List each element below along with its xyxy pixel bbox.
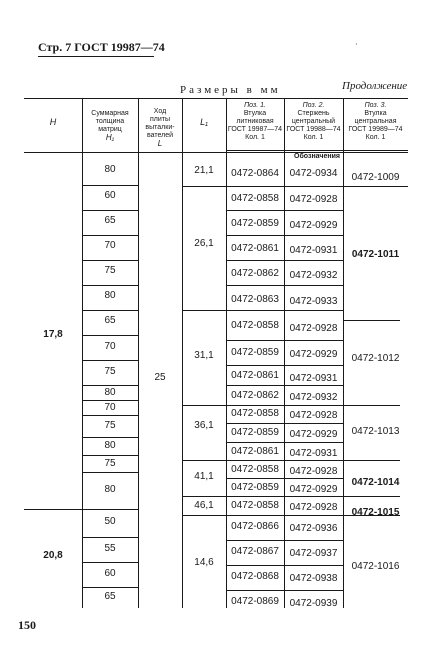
mark-dot: · (355, 40, 358, 49)
table-cell: 0472-0929 (289, 220, 338, 231)
table-cell: 65 (104, 591, 116, 602)
table-cell: 0472-1016 (351, 561, 400, 572)
table-cell: 50 (104, 516, 116, 527)
table-cell: 80 (104, 164, 116, 175)
table-cell: 0472-0934 (289, 168, 338, 179)
table-cell: 0472-0928 (289, 323, 338, 334)
table-cell: 0472-0861 (231, 243, 279, 254)
table-cell: 75 (104, 458, 116, 469)
table-cell: 0472-0928 (289, 194, 338, 205)
table-cell: 0472-0859 (231, 427, 279, 438)
dimensions-title: Размеры в мм (180, 84, 281, 96)
table-cell: 0472-0858 (231, 464, 279, 475)
table-cell: 0472-0931 (289, 245, 338, 256)
col-l1-header: L₁ (200, 117, 208, 127)
table-cell: 0472-0938 (289, 573, 338, 584)
table-cell: 55 (104, 543, 116, 554)
table-cell: 0472-0864 (231, 168, 279, 179)
table-cell: 65 (104, 215, 116, 226)
table-cell: 0472-0932 (289, 392, 338, 403)
table-cell: 80 (104, 484, 116, 495)
table-cell: 0472-0862 (231, 268, 279, 279)
header-underline (38, 56, 154, 57)
table-cell: 75 (104, 366, 116, 377)
table-cell: 0472-0939 (289, 598, 338, 609)
table-cell: 60 (104, 190, 116, 201)
table-cell: 0472-0928 (289, 466, 338, 477)
table-cell: 0472-1009 (351, 172, 400, 183)
table-cell: 70 (104, 240, 116, 251)
table-cell: 41,1 (194, 471, 214, 482)
designations-header: Обозначения (294, 153, 340, 160)
continuation-label: Продолжение (342, 80, 408, 92)
table-cell: 80 (104, 387, 116, 398)
table-cell: 0472-0861 (231, 370, 279, 381)
table-cell: 75 (104, 420, 116, 431)
table-cell: 0472-0861 (231, 446, 279, 457)
table-cell: 0472-0866 (231, 521, 279, 532)
table-cell: 0472-0859 (231, 218, 279, 229)
table-cell: 60 (104, 568, 116, 579)
table-cell: 14,6 (194, 557, 214, 568)
table-cell: 0472-0928 (289, 410, 338, 421)
table-cell: 0472-0858 (231, 500, 279, 511)
table-cell: 0472-1011 (351, 249, 400, 260)
table-cell: 75 (104, 265, 116, 276)
page-number: 150 (18, 618, 36, 632)
table-cell: 80 (104, 290, 116, 301)
table-cell: 0472-0936 (289, 523, 338, 534)
table-cell: 0472-0867 (231, 546, 279, 557)
table-cell: 31,1 (194, 350, 214, 361)
table-cell: 0472-0862 (231, 390, 279, 401)
table-cell: 0472-0929 (289, 429, 338, 440)
table-cell: 36,1 (194, 420, 214, 431)
table-cell: 0472-0863 (231, 294, 279, 305)
table-cell: 0472-0937 (289, 548, 338, 559)
table-cell: 0472-0931 (289, 448, 338, 459)
table-cell: 0472-0929 (289, 349, 338, 360)
table-cell: 0472-0858 (231, 408, 279, 419)
table-cell: 0472-1014 (351, 477, 400, 488)
table-cell: 0472-1013 (351, 426, 400, 437)
table-cell: 0472-0931 (289, 373, 338, 384)
table-cell: 0472-0869 (231, 596, 279, 607)
table-cell: 0472-0932 (289, 270, 338, 281)
table-cell: 0472-0928 (289, 502, 338, 513)
table-cell: 0472-1012 (351, 353, 400, 364)
table-cell: 0472-0858 (231, 193, 279, 204)
page-header: Стр. 7 ГОСТ 19987—74 (38, 40, 165, 54)
table-cell: 70 (104, 402, 116, 413)
table-cell: 0472-0868 (231, 571, 279, 582)
table-cell: 26,1 (194, 238, 214, 249)
col-h-header: Н (49, 117, 57, 127)
h-value-1: 17,8 (43, 329, 63, 340)
h-value-2: 20,8 (43, 550, 63, 561)
table-cell: 65 (104, 315, 116, 326)
table-cell: 0472-1015 (351, 507, 400, 518)
table-cell: 70 (104, 341, 116, 352)
table-cell: 0472-0858 (231, 320, 279, 331)
table-cell: 0472-0859 (231, 482, 279, 493)
table-cell: 0472-0933 (289, 296, 338, 307)
table-cell: 80 (104, 440, 116, 451)
table-cell: 0472-0859 (231, 347, 279, 358)
table-cell: 46,1 (194, 500, 214, 511)
table-cell: 0472-0929 (289, 484, 338, 495)
table-cell: 21,1 (194, 165, 214, 176)
l-value: 25 (154, 372, 166, 383)
